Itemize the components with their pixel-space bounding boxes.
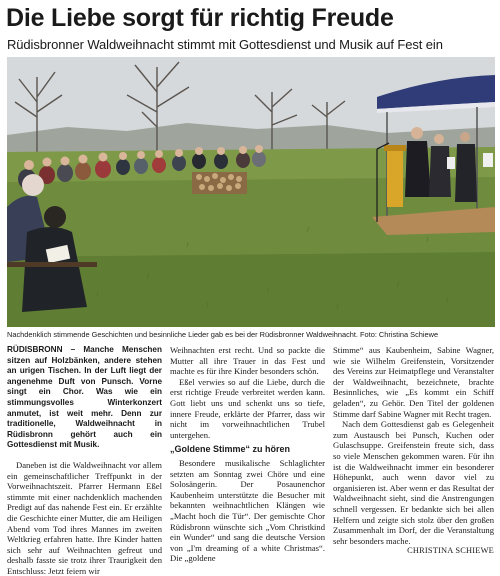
- article-column-2: [170, 345, 325, 564]
- photo-caption: Nachdenklich stimmende Geschichten und besinnliche Lieder gab es bei der Rüdisbronner Waldweihnacht. Foto: Christina Schiewe: [7, 330, 439, 339]
- article-photo: [7, 57, 495, 327]
- body-paragraph: Besondere musikalische Schlaglichter setzten am Sonntag zwei Chöre und eine Solosängerin. Der Posaunenchor Kaubenheim unterstützte die Besucher mit bekannten weihnachtlichen Klängen wie „Macht hoch die Tür“. Der gemischte Chor Rüdisbronn wünschte sich „Vom Christkind ein Wunder“ und sang die deutsche Version von „I'm dreaming of a white Christmas“. Die „goldene: [170, 457, 325, 564]
- article-column-1: [7, 345, 162, 576]
- body-paragraph: Nach dem Gottesdienst gab es Gelegenheit zum Austausch bei Punsch, Kuchen oder Gulaschsuppe. Greifenstein freute sich, dass so viele Menschen gekommen waren. Für ihn ist die Waldweihnacht immer ein besonderer Höhepunkt, auch wenn davor viel zu organisieren ist. Aber wenn er das Resultat der Waldweihnacht sieht, sind die Anstrengungen schnell vergessen. Er bedankte sich bei allen Helfern und zeigte sich stolz über den großen Zusammenhalt im Dorf, der die Veranstaltung sehr besonders mache.: [333, 419, 494, 546]
- headline: Die Liebe sorgt für richtig Freude: [6, 4, 394, 32]
- body-paragraph: Stimme“ aus Kaubenheim, Sabine Wagner, wie sie Wilhelm Greifenstein, Vorsitzender des Vereins zur Heimatpflege und Veranstalter der Waldweihnacht, bezeichnete, brachte Besinnliches, wie „Es kommt ein Schiff geladen“, zu Gehör. Den Titel der goldenen Stimme darf Sabine Wagner mit Recht tragen.: [333, 345, 494, 419]
- author-byline: CHRISTINA SCHIEWE: [407, 546, 494, 556]
- subheadline: Rüdisbronner Waldweihnacht stimmt mit Gottesdienst und Musik auf Fest ein: [7, 37, 443, 52]
- photo-illustration: [7, 57, 495, 327]
- body-paragraph: Eßel verwies so auf die Liebe, durch die erst richtige Freude verbreitet werden kann. Gott liebt uns und schenkt uns so tiefe, innere Freude, erklärte der Pfarrer, dass wir nicht im vorweihnachtlichen Trubel untergehen.: [170, 376, 325, 440]
- article-column-3: [333, 345, 494, 557]
- body-paragraph: Daneben ist die Waldweihnacht vor allem ein gemeinschaftlicher Treffpunkt in der Vorweihnachtszeit. Pfarrer Hermann Eßel stimmte mit einer nachdenklich machenden Predigt auf das nahende Fest ein. Er erzählte die Geschichte einer Mutter, die am Heiligen Abend vom Tod ihres Mannes im zweiten Weltkrieg erfahren hatte. Ihre Kinder hatten sich sehr auf Weihnachten gefreut und deshalb fasste sie trotz ihrer Traurigkeit den Entschluss: Jetzt feiern wir: [7, 459, 162, 576]
- article-body: [7, 345, 497, 576]
- body-paragraph: Weihnachten erst recht. Und so packte die Mutter all ihre Trauer in das Fest und machte es für ihre Kinder besonders schön.: [170, 345, 325, 377]
- lead-paragraph: [7, 345, 162, 451]
- dateline: RÜDISBRONN –: [7, 345, 76, 354]
- subheading: „Goldene Stimme“ zu hören: [170, 444, 291, 455]
- lead-text: Manche Menschen sitzen auf Holzbänken, andere stehen an urigen Tischen. In der Luft liegt der angenehme Duft von Punsch. Vorne singt ein Chor. Was wie ein stimmungsvolles Winterkonzert anmutet, ist weit mehr. Denn zur traditionelle, Waldweihnacht in Rüdisbronn gehört auch ein Gottesdienst mit Musik.: [7, 345, 162, 450]
